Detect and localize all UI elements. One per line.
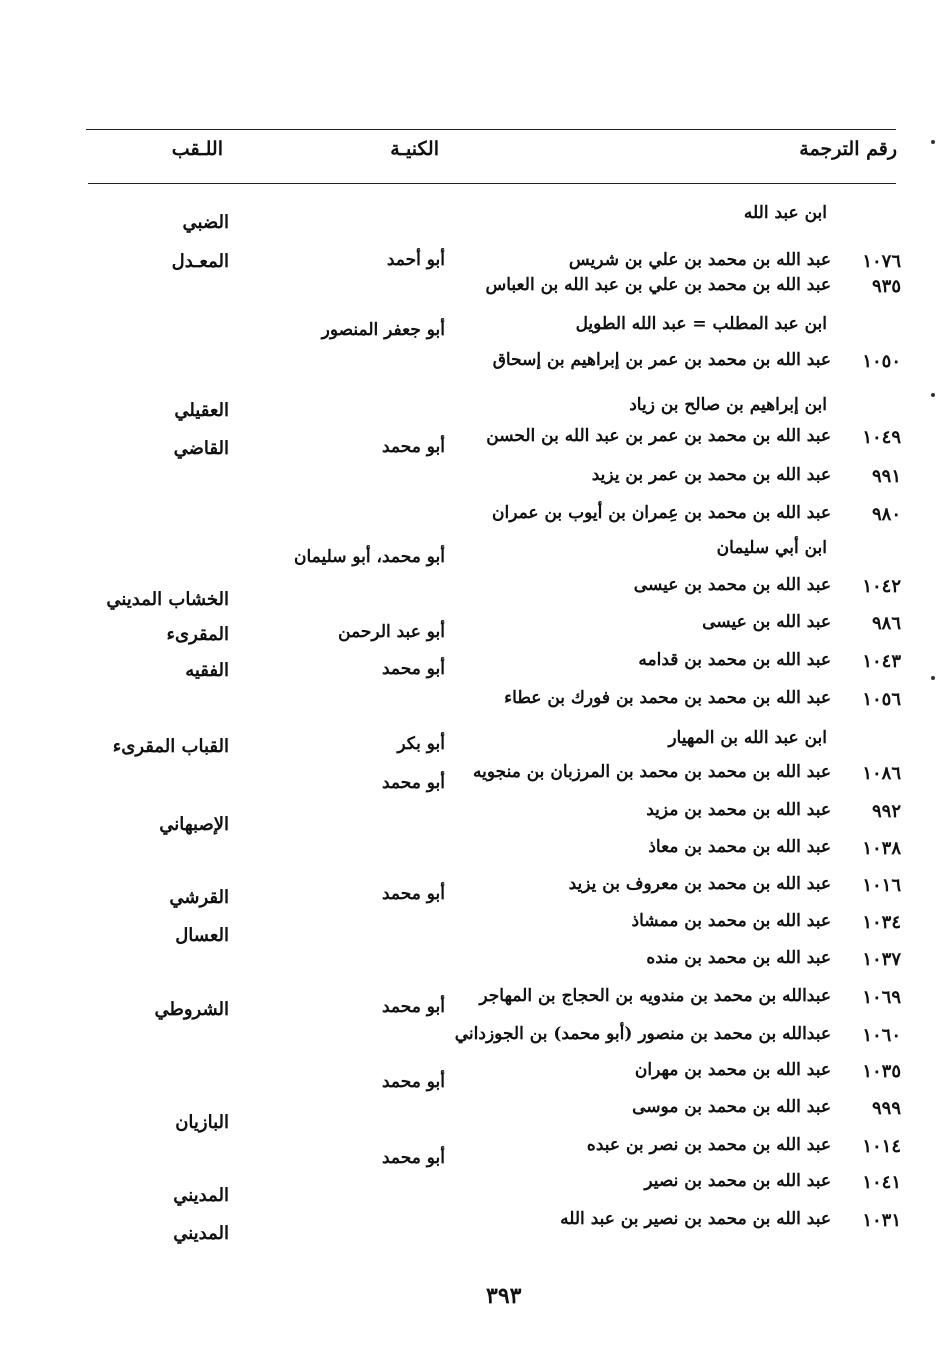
entry-laqab: المعـدل — [171, 251, 229, 272]
margin-dot — [931, 140, 935, 144]
entry-name: عبد الله بن محمد بن نصير بن عبد الله — [560, 1209, 831, 1229]
entry-name: عبد الله بن محمد بن نصر بن عبده — [586, 1135, 831, 1155]
entry-name: عبد الله بن محمد بن مهران — [634, 1060, 831, 1080]
header-top-rule — [86, 129, 896, 130]
header-number-column: رقم الترجمة — [799, 138, 897, 160]
entry-name: عبد الله بن محمد بن مزيد — [646, 800, 831, 820]
entry-number: ٩٩٢ — [871, 801, 901, 822]
entry-number: ١٠٨٦ — [862, 763, 901, 784]
entry-laqab: المقرىء — [166, 624, 229, 645]
entry-number: ١٠٣٨ — [862, 838, 901, 859]
entry-kunya: أبو جعفر المنصور — [321, 320, 445, 340]
entry-number: ١٠٧٦ — [862, 251, 901, 272]
entry-number: ١٠٣٧ — [862, 949, 901, 970]
entry-laqab: القاضي — [173, 438, 229, 459]
entry-number: ٩٨٦ — [871, 613, 901, 634]
margin-dot — [931, 393, 935, 397]
entry-laqab: القباب المقرىء — [112, 736, 229, 757]
entry-name: ابن عبد الله — [743, 203, 827, 223]
entry-laqab: القرشي — [169, 887, 229, 908]
entry-laqab: العسال — [175, 925, 229, 946]
entry-kunya: أبو محمد — [382, 659, 445, 679]
entry-name: عبد الله بن محمد بن منده — [646, 948, 831, 968]
entry-number: ٩٩١ — [871, 466, 901, 487]
entry-name: عبدالله بن محمد بن مندويه بن الحجاج بن المهاجر — [479, 986, 831, 1006]
entry-name: عبد الله بن محمد بن معروف بن يزيد — [568, 874, 831, 894]
entry-laqab: الإصبهاني — [159, 814, 229, 835]
entry-name: ابن أبي سليمان — [716, 538, 827, 558]
entry-number: ١٠٦٠ — [862, 1025, 901, 1046]
entry-kunya: أبو محمد، أبو سليمان — [293, 547, 445, 567]
entry-kunya: أبو محمد — [382, 1072, 445, 1092]
entry-number: ١٠٤١ — [862, 1172, 901, 1193]
entry-name: عبد الله بن محمد بن عمر بن إبراهيم بن إسحاق — [492, 350, 831, 370]
entry-kunya: أبو أحمد — [386, 250, 445, 270]
entry-number: ١٠٣٤ — [862, 912, 901, 933]
entry-number: ١٠٥٠ — [862, 351, 901, 372]
header-bottom-rule — [88, 183, 896, 184]
entry-name: ابن عبد المطلب = عبد الله الطويل — [575, 314, 827, 334]
entry-name: عبد الله بن محمد بن عمر بن يزيد — [591, 465, 831, 485]
entry-name: ابن إبراهيم بن صالح بن زياد — [629, 395, 827, 415]
entry-number: ٩٩٩ — [871, 1098, 901, 1119]
entry-number: ٩٣٥ — [871, 276, 901, 297]
entry-name: عبد الله بن محمد بن محمد بن المرزبان بن منجويه — [472, 762, 831, 782]
entry-kunya: أبو محمد — [382, 437, 445, 457]
entry-name: عبد الله بن محمد بن عيسى — [633, 575, 831, 595]
entry-name: عبد الله بن محمد بن نصير — [644, 1171, 831, 1191]
margin-dot — [931, 676, 935, 680]
header-kunya-column: الكنيـة — [390, 138, 439, 160]
entry-name: عبد الله بن عيسى — [702, 612, 831, 632]
entry-kunya: أبو بكر — [397, 734, 445, 754]
header-laqab-column: اللـقب — [171, 138, 223, 160]
entry-kunya: أبو محمد — [382, 773, 445, 793]
entry-number: ١٠٤٣ — [862, 651, 901, 672]
entry-number: ١٠١٤ — [862, 1136, 901, 1157]
entry-name: ابن عبد الله بن المهيار — [668, 728, 827, 748]
entry-laqab: البازيان — [175, 1112, 229, 1133]
entry-name: عبد الله بن محمد بن معاذ — [648, 837, 831, 857]
entry-name: عبد الله بن محمد بن علي بن عبد الله بن العباس — [485, 275, 831, 295]
entry-name: عبد الله بن محمد بن ممشاذ — [631, 911, 831, 931]
entry-laqab: المديني — [173, 1223, 229, 1244]
entry-kunya: أبو محمد — [382, 1148, 445, 1168]
entry-number: ١٠٥٦ — [862, 689, 901, 710]
entry-name: عبد الله بن محمد بن علي بن شريس — [568, 250, 831, 270]
entry-laqab: العقيلي — [174, 400, 229, 421]
entry-kunya: أبو عبد الرحمن — [338, 622, 445, 642]
entry-number: ١٠١٦ — [862, 875, 901, 896]
entry-laqab: الشروطي — [154, 999, 229, 1020]
entry-name: عبد الله بن محمد بن موسى — [632, 1097, 831, 1117]
entry-name: عبد الله بن محمد بن قدامه — [638, 650, 831, 670]
entry-name: عبدالله بن محمد بن منصور (أبو محمد) بن الجوزداني — [454, 1024, 831, 1044]
entry-number: ٩٨٠ — [871, 504, 901, 525]
entry-name: عبد الله بن محمد بن محمد بن فورك بن عطاء — [504, 688, 831, 708]
entry-kunya: أبو محمد — [382, 884, 445, 904]
entry-laqab: المديني — [173, 1185, 229, 1206]
entry-number: ١٠٤٢ — [862, 576, 901, 597]
entry-name: عبد الله بن محمد بن عمر بن عبد الله بن الحسن — [486, 426, 831, 446]
entry-name: عبد الله بن محمد بن عِمران بن أيوب بن عمران — [492, 503, 831, 523]
entry-laqab: الفقيه — [185, 660, 229, 681]
page-number: ٣٩٣ — [486, 1283, 522, 1309]
entry-number: ١٠٣٥ — [862, 1061, 901, 1082]
entry-laqab: الخشاب المديني — [106, 589, 229, 610]
entry-laqab: الضبي — [182, 212, 229, 233]
entry-kunya: أبو محمد — [382, 997, 445, 1017]
entry-number: ١٠٦٩ — [862, 987, 901, 1008]
entry-number: ١٠٤٩ — [862, 427, 901, 448]
entry-number: ١٠٣١ — [862, 1210, 901, 1231]
